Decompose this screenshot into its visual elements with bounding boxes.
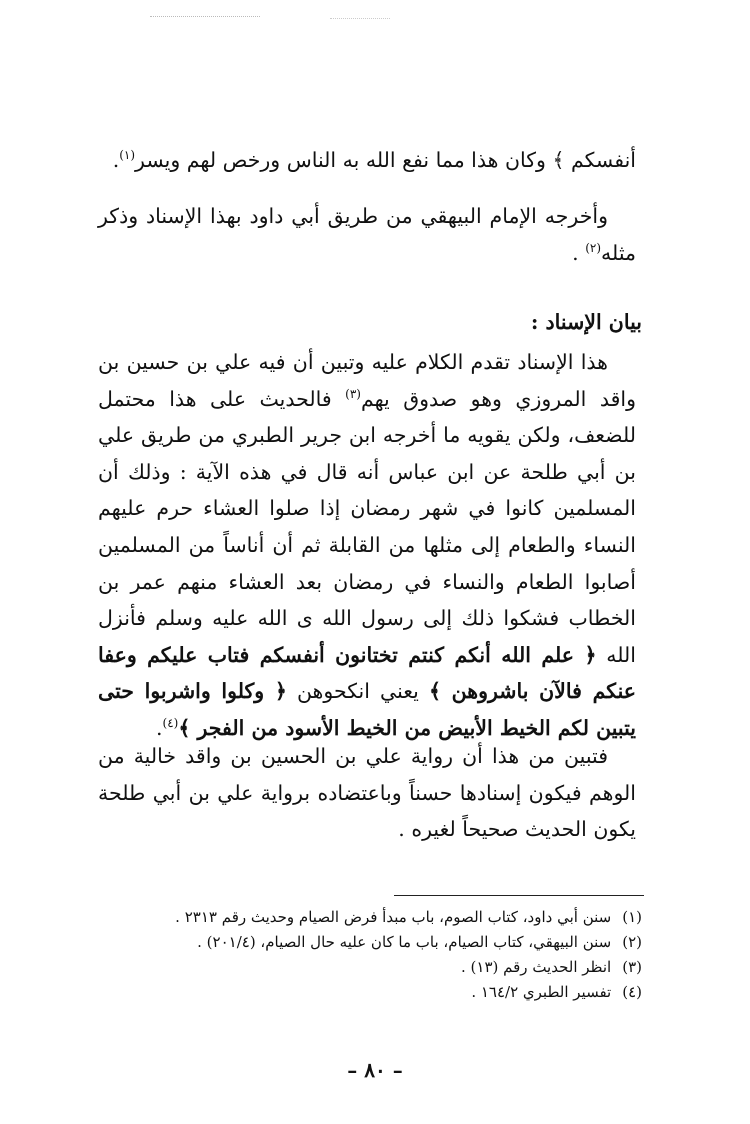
paragraph-continuation [98,142,636,179]
paragraph-text: فالحديث على هذا محتمل للضعف، ولكن يقويه ما أخرجه ابن جرير الطبري من طريق علي بن أبي طلحة عن ابن عباس أنه قال في هذه الآية : وذلك أن المسلمين كانوا في شهر رمضان إذا صلوا العشاء حرم عليهم النساء والطعام إلى مثلها من القابلة ثم أن أناساً من المسلمين أصابوا الطعام والنساء في رمضان بعد العشاء منهم عمر بن الخطاب فشكوا ذلك إلى رسول الله ى الله عليه وسلم فأنزل الله [98,386,636,667]
footnote-number: (١) [622,908,642,926]
quran-verse: ﴿ وكلوا واشربوا حتى يتبين لكم الخيط الأبيض من الخيط الأسود من الفجر ﴾ [98,679,636,740]
paragraph-end: . [155,715,163,740]
footnote-number: (٤) [622,983,642,1001]
footnote-text: تفسير الطبري ١٦٤/٢ . [471,983,612,1001]
paragraph-conclusion [98,738,636,848]
paragraph-text: هذا الإسناد تقدم الكلام عليه وتبين أن فيه علي بن حسين بن واقد المروزي وهو صدوق يهم [98,350,636,411]
footnote-number: (٢) [622,933,642,951]
paragraph-bayhaqi [98,198,636,271]
footnote-ref: (٢) [585,240,602,255]
quran-verse: ﴿ علم الله أنكم كنتم تختانون أنفسكم فتاب عليكم وعفا عنكم فالآن باشروهن ﴾ [98,642,636,704]
paragraph-text: فتبين من هذا أن رواية علي بن الحسين بن واقد خالية من الوهم فيكون إسنادها حسناً وباعتضاده برواية علي بن أبي طلحة يكون الحديث صحيحاً لغيره . [98,744,636,842]
footnote-item [175,980,642,1005]
paragraph-end: . [112,148,120,172]
footnote-item [175,955,642,980]
paragraph-text: وأخرجه الإمام البيهقي من طريق أبي داود بهذا الإسناد وذكر مثله [98,204,636,265]
footnote-ref: (١) [119,148,136,162]
footnote-ref: (٣) [345,386,361,401]
footnote-separator [394,895,644,896]
footnote-ref: (٤) [162,715,179,730]
footnote-text: سنن البيهقي، كتاب الصيام، باب ما كان عليه حال الصيام، (٢٠١/٤) . [197,933,612,951]
footnote-item [175,905,642,930]
footnotes [175,905,642,1005]
paragraph-text: أنفسكم ﴾ وكان هذا مما نفع الله به الناس ورخص لهم ويسر [135,148,636,172]
footnote-number: (٣) [622,958,642,976]
paragraph-isnad [98,344,636,747]
paragraph-text: يعني انكحوهن [286,679,429,704]
scan-artifact [330,18,390,21]
footnote-item [175,930,642,955]
footnote-text: انظر الحديث رقم (١٣) . [461,958,612,976]
paragraph-end: . [572,240,579,265]
section-heading: بيان الإسناد : [530,310,642,334]
page-number: – ٨٠ – [347,1058,403,1082]
scan-artifact [150,16,260,19]
footnote-text: سنن أبي داود، كتاب الصوم، باب مبدأ فرض الصيام وحديث رقم ٢٣١٣ . [175,908,612,926]
